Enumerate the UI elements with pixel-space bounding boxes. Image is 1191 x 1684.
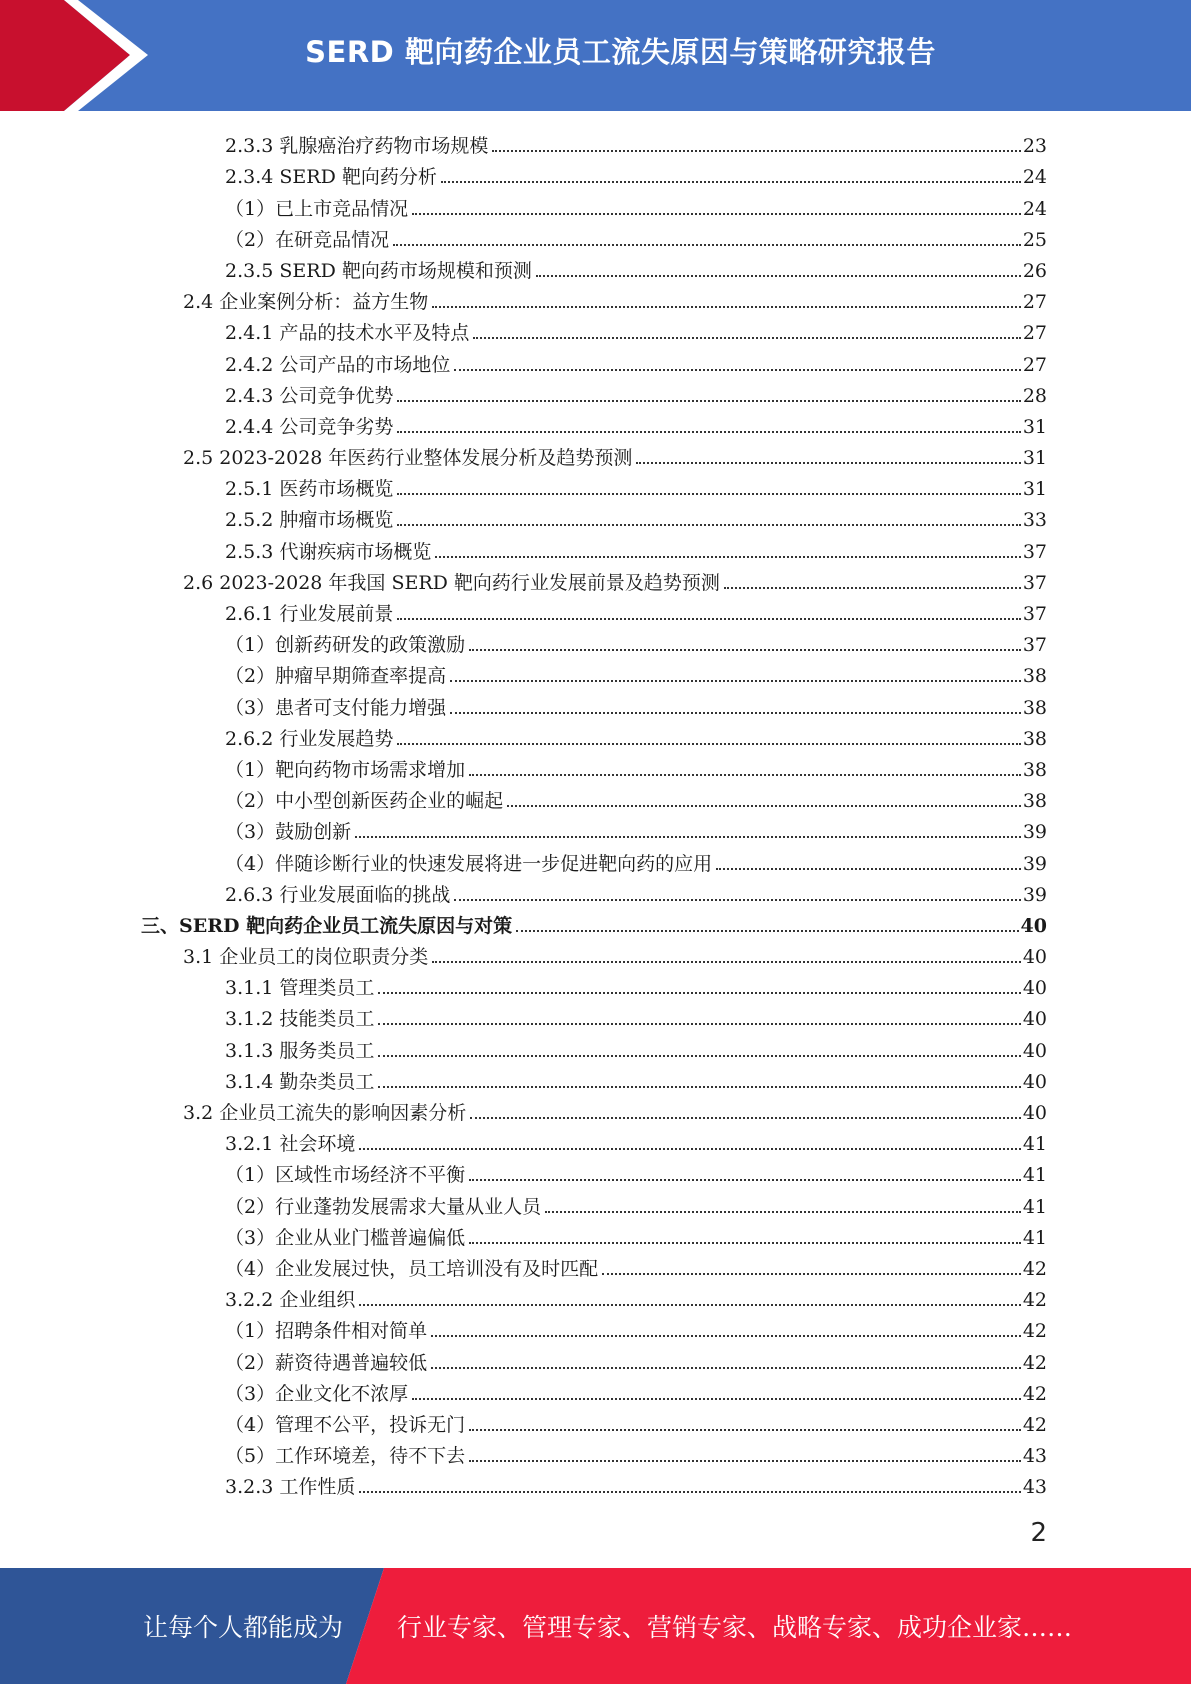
toc-entry-page: 40: [1022, 1039, 1047, 1062]
toc-entry[interactable]: [0, 781, 1191, 812]
toc-entry[interactable]: [0, 656, 1191, 687]
toc-entry-title: （2）行业蓬勃发展需求大量从业人员: [225, 1195, 542, 1218]
toc-dot-leader: [469, 1460, 1021, 1462]
toc-entry[interactable]: [0, 1405, 1191, 1436]
toc-entry-page: 37: [1022, 603, 1047, 625]
toc-entry-title: （2）肿瘤早期筛查率提高: [225, 665, 447, 688]
toc-entry[interactable]: [0, 251, 1191, 282]
toc-entry-title: （1）靶向药物市场需求增加: [225, 758, 466, 781]
toc-entry[interactable]: [0, 188, 1191, 219]
toc-entry-page: 41: [1022, 1226, 1047, 1249]
toc-entry[interactable]: [0, 750, 1191, 781]
toc-entry[interactable]: [0, 1467, 1191, 1498]
toc-entry-title: 2.3.4 SERD 靶向药分析: [225, 166, 437, 189]
toc-entry-page: 38: [1022, 790, 1047, 813]
toc-entry-title: 2.5.1 医药市场概览: [225, 478, 394, 501]
toc-entry-page: 27: [1022, 291, 1047, 314]
toc-entry[interactable]: [0, 1218, 1191, 1249]
toc-entry-page: 42: [1022, 1289, 1047, 1312]
toc-entry-title: （1）区域性市场经济不平衡: [225, 1164, 466, 1187]
toc-dot-leader: [450, 712, 1021, 714]
toc-dot-leader: [469, 649, 1021, 651]
toc-entry-title: （3）企业从业门槛普遍偏低: [225, 1226, 466, 1249]
toc-entry[interactable]: [0, 1186, 1191, 1217]
toc-entry-title: 3.2.3 工作性质: [225, 1476, 356, 1499]
toc-entry[interactable]: [0, 968, 1191, 999]
toc-dot-leader: [469, 1242, 1021, 1244]
toc-entry-title: （2）中小型创新医药企业的崛起: [225, 790, 504, 813]
toc-entry-title: 2.6.2 行业发展趋势: [225, 727, 394, 750]
toc-entry-page: 31: [1022, 478, 1047, 501]
toc-entry-page: 38: [1022, 727, 1047, 750]
toc-entry-title: （1）招聘条件相对简单: [225, 1320, 428, 1343]
toc-entry[interactable]: [0, 1436, 1191, 1467]
toc-entry[interactable]: [0, 1342, 1191, 1373]
toc-entry[interactable]: [0, 220, 1191, 251]
toc-dot-leader: [454, 369, 1020, 371]
page-header: [0, 0, 1191, 111]
toc-entry[interactable]: [0, 1249, 1191, 1280]
toc-entry[interactable]: [0, 407, 1191, 438]
toc-entry-page: 39: [1022, 883, 1047, 906]
toc-entry-page: 38: [1022, 665, 1047, 688]
toc-entry-page: 39: [1022, 852, 1047, 875]
toc-entry-title: （4）企业发展过快，员工培训没有及时匹配: [225, 1257, 599, 1280]
toc-dot-leader: [432, 306, 1021, 308]
toc-entry-page: 27: [1022, 353, 1047, 376]
report-title: SERD 靶向药企业员工流失原因与策略研究报告: [305, 34, 936, 69]
toc-entry-title: 2.4.3 公司竞争优势: [225, 384, 394, 407]
toc-dot-leader: [469, 1429, 1021, 1431]
toc-entry[interactable]: [0, 438, 1191, 469]
header-red-chevron: [0, 0, 130, 111]
toc-entry-title: 3.2.1 社会环境: [225, 1133, 356, 1156]
toc-entry[interactable]: [0, 1155, 1191, 1186]
toc-entry-page: 42: [1022, 1257, 1047, 1280]
toc-entry-page: 40: [1022, 1102, 1047, 1124]
table-of-contents: [0, 126, 1191, 1498]
toc-entry[interactable]: [0, 594, 1191, 625]
toc-entry-page: 37: [1022, 540, 1047, 563]
toc-dot-leader: [432, 961, 1021, 963]
toc-entry-page: 33: [1022, 509, 1047, 532]
toc-dot-leader: [469, 774, 1021, 776]
toc-entry[interactable]: [0, 1374, 1191, 1405]
toc-entry-title: 3.1.3 服务类员工: [225, 1039, 375, 1062]
toc-dot-leader: [359, 1148, 1020, 1150]
toc-entry-title: （5）工作环境差，待不下去: [225, 1445, 466, 1468]
footer-slogan-right: 行业专家、管理专家、营销专家、战略专家、成功企业家……: [397, 1613, 1073, 1642]
toc-entry-title: 2.6.1 行业发展前景: [225, 603, 394, 625]
toc-dot-leader: [454, 899, 1020, 901]
toc-entry-title: 3.1.1 管理类员工: [225, 977, 375, 1000]
toc-entry-title: 2.4.1 产品的技术水平及特点: [225, 322, 470, 345]
toc-entry-title: 2.4.2 公司产品的市场地位: [225, 353, 451, 376]
toc-entry[interactable]: [0, 500, 1191, 531]
toc-entry-title: （1）创新药研发的政策激励: [225, 634, 466, 657]
toc-dot-leader: [470, 1117, 1021, 1119]
toc-dot-leader: [378, 992, 1020, 994]
toc-entry[interactable]: [0, 376, 1191, 407]
toc-entry-page: 26: [1022, 259, 1047, 282]
toc-entry-page: 40: [1022, 1008, 1047, 1031]
toc-entry[interactable]: [0, 719, 1191, 750]
toc-entry[interactable]: [0, 875, 1191, 906]
toc-entry-page: 38: [1022, 758, 1047, 781]
toc-entry-title: 3.1 企业员工的岗位职责分类: [183, 946, 429, 969]
toc-entry[interactable]: [0, 1062, 1191, 1093]
toc-dot-leader: [397, 493, 1020, 495]
toc-entry[interactable]: [0, 1093, 1191, 1124]
toc-entry[interactable]: [0, 469, 1191, 500]
toc-dot-leader: [397, 431, 1020, 433]
toc-entry-page: 42: [1022, 1413, 1047, 1436]
toc-dot-leader: [397, 618, 1020, 620]
toc-entry-page: 41: [1022, 1133, 1047, 1156]
toc-dot-leader: [636, 462, 1020, 464]
toc-entry-title: （3）患者可支付能力增强: [225, 696, 447, 719]
page-number: 2: [1030, 1518, 1047, 1548]
toc-entry-page: 41: [1022, 1195, 1047, 1218]
toc-entry-title: 2.5 2023-2028 年医药行业整体发展分析及趋势预测: [183, 447, 633, 470]
toc-entry-page: 24: [1022, 197, 1047, 220]
toc-dot-leader: [397, 400, 1020, 402]
toc-entry-page: 24: [1022, 166, 1047, 189]
toc-entry-title: （4）伴随诊断行业的快速发展将进一步促进靶向药的应用: [225, 852, 713, 875]
toc-dot-leader: [492, 150, 1020, 152]
toc-entry-title: （3）鼓励创新: [225, 821, 352, 844]
toc-dot-leader: [602, 1273, 1021, 1275]
toc-dot-leader: [431, 1335, 1021, 1337]
toc-entry[interactable]: [0, 1311, 1191, 1342]
toc-dot-leader: [441, 181, 1021, 183]
toc-entry-title: 2.5.2 肿瘤市场概览: [225, 509, 394, 532]
toc-entry[interactable]: [0, 999, 1191, 1030]
toc-entry-title: （1）已上市竞品情况: [225, 197, 409, 220]
toc-entry-page: 40: [1022, 946, 1047, 969]
toc-entry-title: 3.2.2 企业组织: [225, 1289, 356, 1312]
page-footer: [0, 1568, 1191, 1684]
toc-entry-title: 3.2 企业员工流失的影响因素分析: [183, 1102, 467, 1124]
toc-entry-page: 39: [1022, 821, 1047, 844]
toc-entry-page: 31: [1022, 447, 1047, 470]
toc-dot-leader: [450, 680, 1021, 682]
toc-entry-page: 40: [1020, 914, 1047, 937]
toc-entry[interactable]: [0, 1030, 1191, 1061]
toc-entry[interactable]: [0, 843, 1191, 874]
toc-entry-title: 3.1.2 技能类员工: [225, 1008, 375, 1031]
toc-entry-page: 37: [1022, 571, 1047, 594]
toc-dot-leader: [393, 244, 1021, 246]
toc-dot-leader: [536, 275, 1021, 277]
toc-dot-leader: [431, 1367, 1021, 1369]
toc-entry-page: 31: [1022, 415, 1047, 438]
toc-entry-title: 2.6.3 行业发展面临的挑战: [225, 883, 451, 906]
toc-dot-leader: [473, 337, 1020, 339]
toc-entry[interactable]: [0, 157, 1191, 188]
toc-entry-title: 三、SERD 靶向药企业员工流失原因与对策: [141, 914, 513, 937]
toc-entry-title: 2.4 企业案例分析：益方生物: [183, 291, 429, 314]
toc-entry-page: 25: [1022, 228, 1047, 251]
toc-entry[interactable]: [0, 906, 1191, 937]
toc-entry[interactable]: [0, 531, 1191, 562]
toc-entry-page: 28: [1022, 384, 1047, 407]
toc-entry[interactable]: [0, 1280, 1191, 1311]
toc-entry-title: （2）在研竞品情况: [225, 228, 390, 251]
toc-dot-leader: [507, 805, 1021, 807]
toc-entry-page: 42: [1022, 1320, 1047, 1343]
toc-entry[interactable]: [0, 687, 1191, 718]
footer-slogan-left: 让每个人都能成为: [143, 1613, 344, 1642]
toc-dot-leader: [397, 743, 1020, 745]
toc-entry-title: （2）薪资待遇普遍较低: [225, 1351, 428, 1374]
toc-entry-title: 2.6 2023-2028 年我国 SERD 靶向药行业发展前景及趋势预测: [183, 571, 720, 594]
toc-entry[interactable]: [0, 126, 1191, 157]
toc-entry-page: 42: [1022, 1382, 1047, 1405]
toc-entry-page: 23: [1022, 135, 1047, 158]
toc-entry-page: 43: [1022, 1476, 1047, 1499]
toc-entry-title: 3.1.4 勤杂类员工: [225, 1070, 375, 1093]
toc-entry[interactable]: [0, 812, 1191, 843]
toc-entry-page: 40: [1022, 1070, 1047, 1093]
toc-entry-title: 2.3.5 SERD 靶向药市场规模和预测: [225, 259, 532, 282]
toc-dot-leader: [359, 1304, 1020, 1306]
toc-dot-leader: [378, 1023, 1020, 1025]
toc-dot-leader: [412, 1398, 1021, 1400]
toc-dot-leader: [355, 836, 1021, 838]
toc-entry-page: 38: [1022, 696, 1047, 719]
toc-entry-title: 2.4.4 公司竞争劣势: [225, 415, 394, 438]
toc-entry-page: 27: [1022, 322, 1047, 345]
toc-dot-leader: [716, 868, 1021, 870]
toc-entry-page: 42: [1022, 1351, 1047, 1374]
toc-entry[interactable]: [0, 563, 1191, 594]
toc-entry[interactable]: [0, 313, 1191, 344]
toc-dot-leader: [545, 1211, 1021, 1213]
toc-dot-leader: [359, 1491, 1020, 1493]
toc-entry-title: （3）企业文化不浓厚: [225, 1382, 409, 1405]
toc-entry-title: （4）管理不公平，投诉无门: [225, 1413, 466, 1436]
toc-entry[interactable]: [0, 625, 1191, 656]
toc-entry[interactable]: [0, 1124, 1191, 1155]
toc-dot-leader: [397, 524, 1020, 526]
toc-dot-leader: [516, 930, 1018, 932]
toc-dot-leader: [435, 556, 1020, 558]
toc-entry-page: 43: [1022, 1445, 1047, 1468]
toc-entry[interactable]: [0, 282, 1191, 313]
toc-entry-page: 40: [1022, 977, 1047, 1000]
toc-dot-leader: [378, 1055, 1020, 1057]
toc-dot-leader: [469, 1179, 1021, 1181]
toc-dot-leader: [724, 587, 1021, 589]
toc-entry[interactable]: [0, 344, 1191, 375]
toc-entry-page: 41: [1022, 1164, 1047, 1187]
toc-entry-page: 37: [1022, 634, 1047, 657]
toc-entry-title: 2.3.3 乳腺癌治疗药物市场规模: [225, 135, 489, 158]
toc-entry[interactable]: [0, 937, 1191, 968]
toc-dot-leader: [378, 1086, 1020, 1088]
toc-entry-title: 2.5.3 代谢疾病市场概览: [225, 540, 432, 563]
toc-dot-leader: [412, 213, 1021, 215]
